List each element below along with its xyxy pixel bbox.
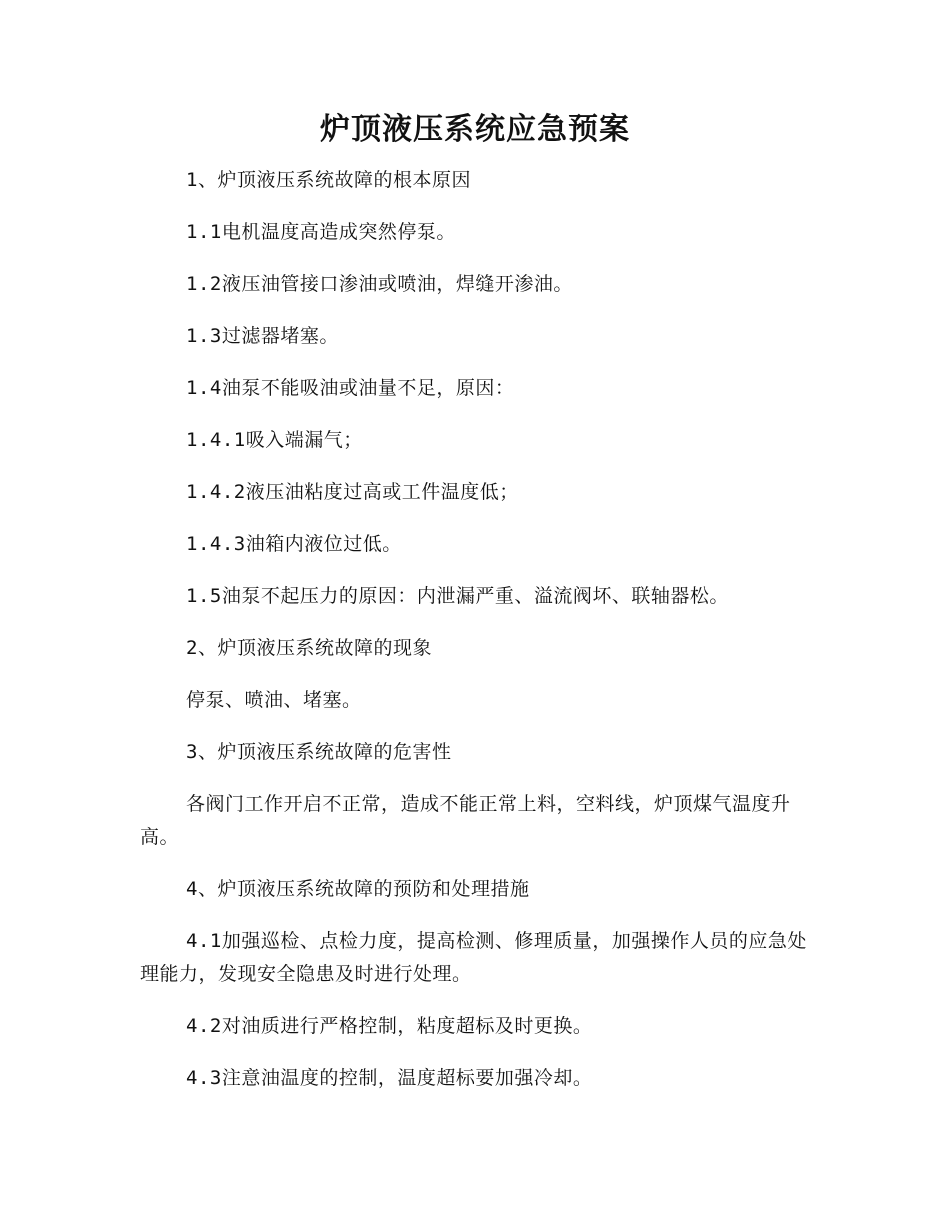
- paragraph: 4、炉顶液压系统故障的预防和处理措施: [186, 878, 530, 900]
- paragraph: 停泵、喷油、堵塞。: [186, 689, 362, 711]
- paragraph: 1.4.1吸入端漏气；: [186, 429, 363, 451]
- paragraph: 1.2液压油管接口渗油或喷油，焊缝开渗油。: [186, 273, 573, 295]
- paragraph: 4.1加强巡检、点检力度，提高检测、修理质量，加强操作人员的应急处理能力，发现安全隐患及时进行处理。: [140, 930, 807, 985]
- paragraph: 1.4油泵不能吸油或油量不足，原因：: [186, 377, 515, 399]
- paragraph: 2、炉顶液压系统故障的现象: [186, 637, 432, 659]
- paragraph: 1.4.3油箱内液位过低。: [186, 533, 402, 555]
- paragraph: 1.3过滤器堵塞。: [186, 325, 339, 347]
- paragraph: 3、炉顶液压系统故障的危害性: [186, 741, 452, 763]
- paragraph: 各阀门工作开启不正常，造成不能正常上料，空料线，炉顶煤气温度升高。: [140, 793, 791, 848]
- paragraph: 1.4.2液压油粘度过高或工件温度低；: [186, 481, 519, 503]
- paragraph: 1.1电机温度高造成突然停泵。: [186, 221, 456, 243]
- paragraph: 1.5油泵不起压力的原因：内泄漏严重、溢流阀坏、联轴器松。: [186, 585, 729, 607]
- document-body: [140, 164, 820, 1114]
- paragraph: 4.2对油质进行严格控制，粘度超标及时更换。: [186, 1015, 593, 1037]
- paragraph: 4.3注意油温度的控制，温度超标要加强冷却。: [186, 1067, 593, 1089]
- paragraph: 1、炉顶液压系统故障的根本原因: [186, 169, 471, 191]
- document-title: 炉顶液压系统应急预案: [320, 112, 630, 147]
